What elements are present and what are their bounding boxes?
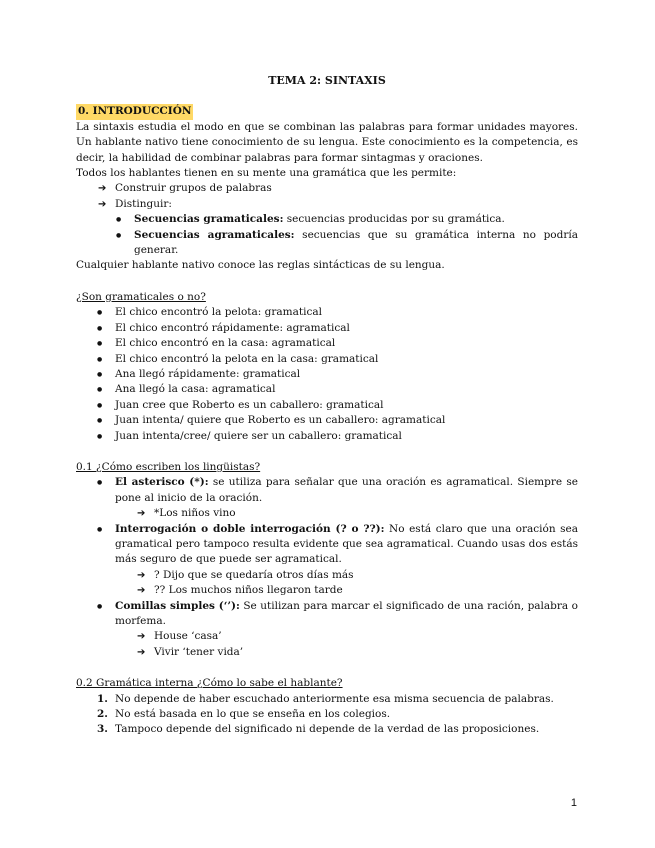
section-0-2-heading: 0.2 Gramática interna ¿Cómo lo sabe el hablante?: [76, 677, 343, 690]
list-item-single-quotes: [76, 599, 578, 630]
example-item: ➔ ? Dijo que se quedaría otros días más: [137, 568, 578, 583]
intro-heading: 0. INTRODUCCIÓN: [76, 104, 193, 119]
document-title: TEMA 2: SINTAXIS: [268, 74, 386, 87]
def-asterisk: se utiliza para señalar que una oración es agramatical. Siempre se pone al inicio de la oración.: [115, 476, 578, 504]
notation-list-2: [76, 522, 578, 568]
intro-paragraph-3: Cualquier hablante nativo conoce las reglas sintácticas de su lengua.: [76, 259, 445, 272]
item-number: 1.: [97, 692, 108, 705]
term-asterisk: El asterisco (*):: [115, 476, 209, 489]
quotes-examples: [137, 629, 578, 660]
def-single-quotes: Se utilizan para marcar el significado de una ración, palabra o morfema.: [115, 599, 578, 627]
example-item: ➔ House ‘casa’: [137, 629, 578, 644]
term-ungrammatical: Secuencias agramaticales:: [134, 228, 295, 241]
example-item: ➔ ?? Los muchos niños llegaron tarde: [137, 583, 578, 598]
list-item: [76, 707, 578, 722]
item-text: No está basada en lo que se enseña en los colegios.: [115, 708, 391, 721]
intro-sequence-list: [114, 212, 578, 258]
list-item: ● El chico encontró rápidamente: agramatical: [76, 321, 578, 336]
item-number: 3.: [97, 723, 108, 736]
section-0-1: [76, 460, 578, 660]
numbered-list: [76, 692, 578, 738]
term-grammatical: Secuencias gramaticales:: [134, 213, 284, 226]
list-item-interrogation: [76, 522, 578, 568]
def-grammatical: secuencias producidas por su gramática.: [283, 213, 505, 226]
list-item: [76, 692, 578, 707]
question-list: [76, 305, 578, 444]
page-number: 1: [570, 797, 577, 809]
item-text: Tampoco depende del significado ni depende de la verdad de las proposiciones.: [115, 723, 540, 736]
def-interrogation: No está claro que una oración sea gramatical pero tampoco resulta evidente que sea agramatical. Cuando usas dos estás más seguro de que puede ser agramatical.: [115, 522, 579, 566]
question-heading: ¿Son gramaticales o no?: [76, 290, 206, 303]
document-page: [76, 73, 578, 738]
section-0-2: [76, 676, 578, 738]
term-interrogation: Interrogación o doble interrogación (? o ??):: [115, 522, 385, 535]
asterisk-examples: [137, 506, 578, 521]
def-ungrammatical: secuencias que su gramática interna no podría generar.: [134, 228, 578, 257]
intro-section: [76, 104, 578, 273]
list-item: ● Juan cree que Roberto es un caballero: gramatical: [76, 398, 578, 413]
list-item: ● Juan intenta/ quiere que Roberto es un caballero: agramatical: [76, 413, 578, 428]
intro-paragraph-1: La sintaxis estudia el modo en que se combinan las palabras para formar unidades mayores. Un hablante nativo tiene conocimiento de su lengua. Este conocimiento es la competencia, es decir, la habilidad de combinar palabras para formar sintagmas y oraciones.: [76, 120, 578, 164]
list-item: ● El chico encontró en la casa: agramatical: [76, 336, 578, 351]
item-text: No depende de haber escuchado anteriormente esa misma secuencia de palabras.: [115, 692, 554, 705]
term-single-quotes: Comillas simples (‘’):: [115, 599, 240, 612]
notation-list-3: [76, 599, 578, 630]
list-item: ● Ana llegó rápidamente: gramatical: [76, 367, 578, 382]
example-item: ➔ Vivir ‘tener vida’: [137, 645, 578, 660]
list-item: ● Juan intenta/cree/ quiere ser un caballero: gramatical: [76, 429, 578, 444]
list-item: ● Ana llegó la casa: agramatical: [76, 382, 578, 397]
question-section: [76, 290, 578, 444]
example-item: ➔ *Los niños vino: [137, 506, 578, 521]
list-item-grammatical-sequences: [114, 212, 578, 227]
intro-arrow-list: [98, 181, 578, 212]
arrow-item-build: ➔ Construir grupos de palabras: [98, 181, 578, 196]
arrow-item-distinguish: ➔ Distinguir:: [98, 197, 578, 212]
notation-list: [76, 475, 578, 506]
list-item: ● El chico encontró la pelota en la casa: gramatical: [76, 352, 578, 367]
item-number: 2.: [97, 708, 108, 721]
list-item-asterisk: [76, 475, 578, 506]
list-item-ungrammatical-sequences: [114, 228, 578, 259]
list-item: ● El chico encontró la pelota: gramatical: [76, 305, 578, 320]
section-0-1-heading: 0.1 ¿Cómo escriben los lingüistas?: [76, 460, 261, 473]
list-item: [76, 722, 578, 737]
interrogation-examples: [137, 568, 578, 599]
intro-paragraph-2: Todos los hablantes tienen en su mente una gramática que les permite:: [76, 167, 457, 180]
